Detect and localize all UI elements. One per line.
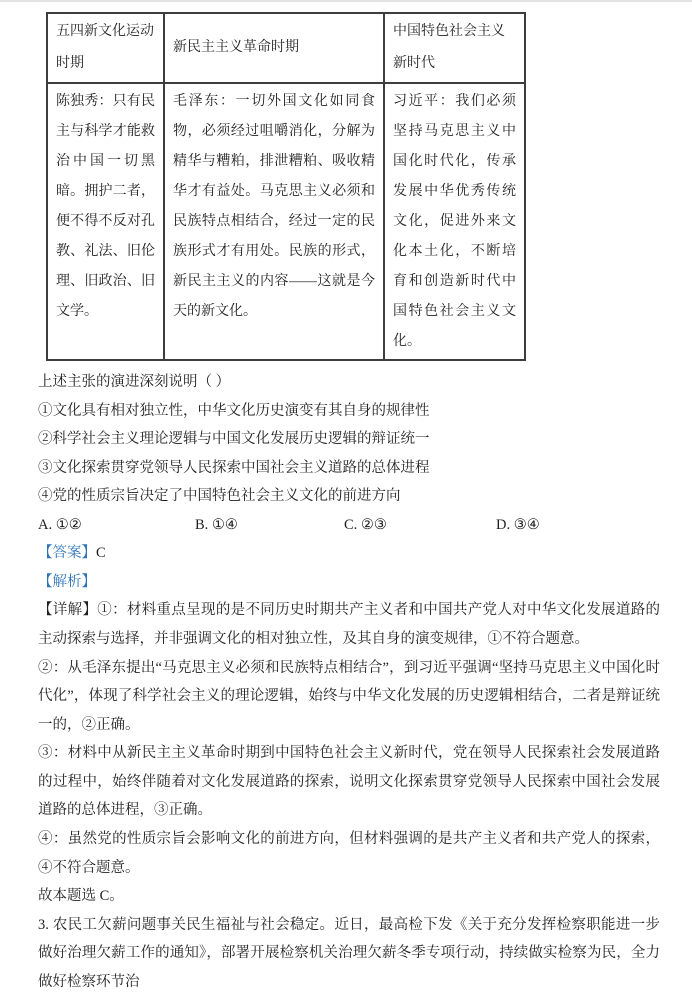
option-c: C. ②③ <box>344 516 387 533</box>
explanation-paragraph-4: ④：虽然党的性质宗旨会影响文化的前进方向，但材料强调的是共产主义者和共产党人的探索，④不符合题意。 <box>38 830 660 876</box>
answer-label: 【答案】 <box>38 545 96 562</box>
explanation-text-1: ①：材料重点呈现的是不同历史时期共产主义者和中国共产党人对中华文化发展道路的主动探索与选择，并非强调文化的相对独立性，及其自身的演变规律，①不符合题意。 <box>38 602 661 648</box>
table-quote-cell-xijinping: 习近平：我们必须坚持马克思主义中国化时代化，传承发展中华优秀传统文化，促进外来文化本土化，不断培育和创造新时代中国特色社会主义文化。 <box>384 83 525 360</box>
table-header-cell-period-3: 中国特色社会主义新时代 <box>384 13 525 83</box>
comparison-table <box>46 12 526 361</box>
option-b: B. ①④ <box>195 516 238 533</box>
statement-3: ③文化探索贯穿党领导人民探索中国社会主义道路的总体进程 <box>38 459 430 476</box>
conclusion-line: 故本题选 C。 <box>38 888 124 905</box>
answer-line <box>38 539 660 568</box>
option-a: A. ①② <box>38 516 82 533</box>
table-header-cell-period-2: 新民主主义革命时期 <box>164 13 384 83</box>
table-header-cell-period-1: 五四新文化运动时期 <box>47 13 164 83</box>
question-stem: 上述主张的演进深刻说明（ ） <box>38 373 231 390</box>
options-row <box>38 511 660 540</box>
explanation-paragraph-3: ③：材料中从新民主主义革命时期到中国特色社会主义新时代，党在领导人民探索社会发展道路的过程中，始终伴随着对文化发展道路的探索，说明文化探索贯穿党领导人民探索中国社会发展道路的总体进程，③正确。 <box>38 745 660 819</box>
answer-value: C <box>96 545 106 562</box>
explanation-paragraph-1 <box>38 596 660 653</box>
statement-4: ④党的性质宗旨决定了中国特色社会主义文化的前进方向 <box>38 488 401 505</box>
table-quote-cell-maozedong: 毛泽东：一切外国文化如同食物，必须经过咀嚼消化，分解为精华与糟粕，排泄糟粕、吸收精华才有益处。马克思主义必须和民族特点相结合，经过一定的民族形式才有用处。民族的形式，新民主主义的内容——这就是今天的新文化。 <box>164 83 384 360</box>
next-question-text: 3. 农民工欠薪问题事关民生福祉与社会稳定。近日，最高检下发《关于充分发挥检察职能进一步做好治理欠薪工作的通知》，部署开展检察机关治理欠薪冬季专项行动，持续做实检察为民，全力做好检察环节治 <box>38 916 660 990</box>
explanation-paragraph-2: ②：从毛泽东提出“马克思主义必须和民族特点相结合”，到习近平强调“坚持马克思主义中国化时代化”，体现了科学社会主义的理论逻辑，始终与中华文化发展的历史逻辑相结合，二者是辩证统一的，②正确。 <box>38 659 660 733</box>
table-header-row <box>47 13 525 83</box>
analysis-label: 【解析】 <box>38 573 96 590</box>
statement-1: ①文化具有相对独立性，中华文化历史演变有其自身的规律性 <box>38 402 430 419</box>
option-d: D. ③④ <box>496 516 540 533</box>
analysis-line <box>38 568 660 597</box>
explanation-label: 【详解】 <box>38 602 98 619</box>
statement-2: ②科学社会主义理论逻辑与中国文化发展历史逻辑的辩证统一 <box>38 431 430 448</box>
table-quote-row <box>47 83 525 360</box>
table-quote-cell-chenduxiu: 陈独秀：只有民主与科学才能救治中国一切黑暗。拥护二者，便不得不反对孔教、礼法、旧伦理、旧政治、旧文学。 <box>47 83 164 360</box>
